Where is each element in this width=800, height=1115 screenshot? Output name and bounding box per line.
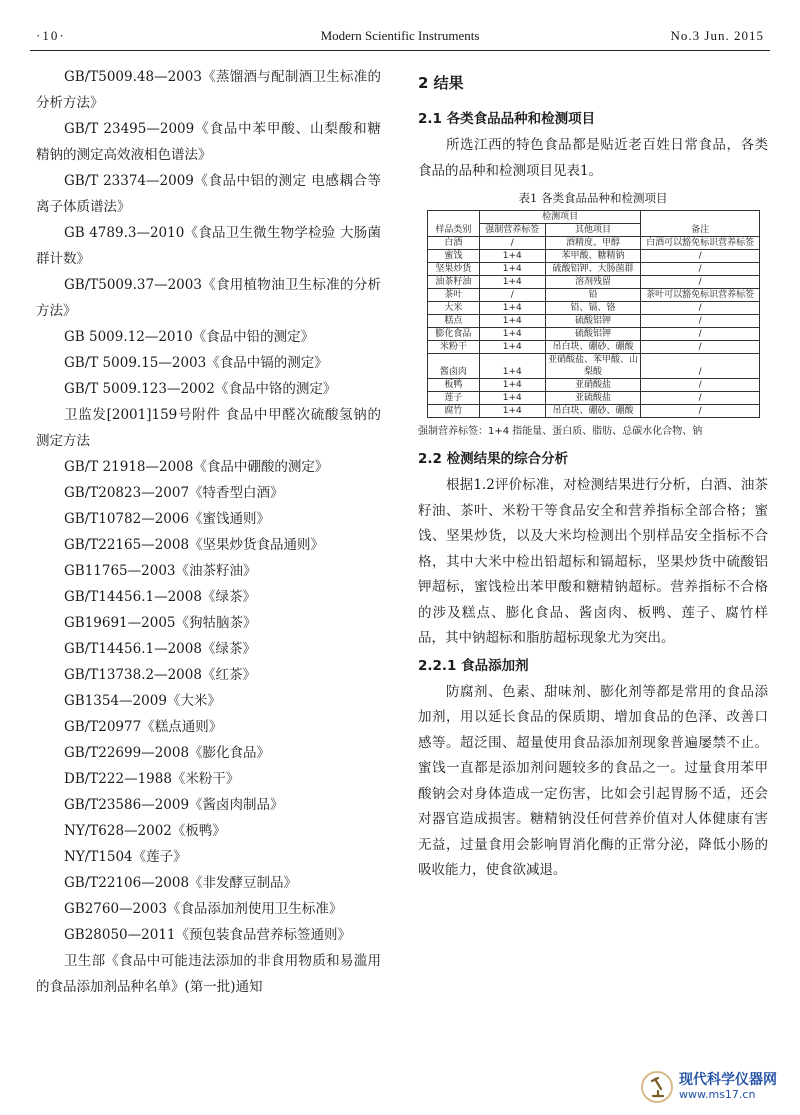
- reference-item: GB/T22106—2008《非发酵豆制品》: [64, 875, 298, 891]
- reference-item: GB/T10782—2006《蜜饯通则》: [64, 511, 271, 527]
- reference-item: 卫生部《食品中可能违法添加的非食用物质和易滥用的食品添加剂品种名单》(第一批)通知: [36, 953, 381, 995]
- table-cell-remarks: /: [641, 392, 760, 405]
- table-cell-category: 蜜饯: [428, 250, 480, 263]
- results-column: [418, 64, 768, 884]
- reference-item: GB11765—2003《油茶籽油》: [64, 563, 257, 579]
- section-2-2-1-heading: 2.2.1 食品添加剂: [418, 657, 529, 674]
- table-cell-remarks: 茶叶可以豁免标识营养标签: [641, 289, 760, 302]
- table-row: [428, 276, 760, 289]
- table-cell-remarks: /: [641, 263, 760, 276]
- table-cell-remarks: /: [641, 328, 760, 341]
- table-cell-other: 硫酸铝钾: [545, 328, 641, 341]
- table-cell-remarks: /: [641, 302, 760, 315]
- journal-name: Modern Scientific Instruments: [320, 28, 480, 43]
- reference-item: GB/T14456.1—2008《绿茶》: [64, 589, 256, 605]
- header-items: 检测项目: [479, 211, 641, 224]
- table-cell-other: 硫酸铝钾: [545, 315, 641, 328]
- table-row: [428, 379, 760, 392]
- table-cell-mandatory: 1+4: [479, 341, 545, 354]
- table-cell-category: 腐竹: [428, 405, 480, 418]
- reference-item: GB/T13738.2—2008《红茶》: [64, 667, 256, 683]
- reference-item: GB28050—2011《预包装食品营养标签通则》: [64, 927, 352, 943]
- watermark-url: www.ms17.cn: [679, 1088, 756, 1101]
- reference-item: GB/T14456.1—2008《绿茶》: [64, 641, 256, 657]
- table-cell-other: 铅: [545, 289, 641, 302]
- reference-item: GB/T20977《糕点通则》: [64, 719, 223, 735]
- microscope-logo-icon: [639, 1069, 675, 1105]
- table-row: [428, 328, 760, 341]
- table-cell-mandatory: 1+4: [479, 250, 545, 263]
- header-mandatory: 强制营养标签: [479, 224, 545, 237]
- table-row: [428, 354, 760, 379]
- table-cell-remarks: /: [641, 354, 760, 379]
- reference-item: GB/T23586—2009《酱卤肉制品》: [64, 797, 284, 813]
- table-cell-mandatory: 1+4: [479, 263, 545, 276]
- table-cell-remarks: /: [641, 405, 760, 418]
- table-cell-other: 酒精度、甲醇: [545, 237, 641, 250]
- reference-item: GB/T 23495—2009《食品中苯甲酸、山梨酸和糖精钠的测定高效液相色谱法》: [36, 121, 381, 163]
- table-cell-mandatory: 1+4: [479, 302, 545, 315]
- table-cell-other: 亚硝酸盐: [545, 379, 641, 392]
- header-other: 其他项目: [545, 224, 641, 237]
- reference-item: NY/T628—2002《板鸭》: [64, 823, 226, 839]
- reference-item: GB19691—2005《狗牯脑茶》: [64, 615, 257, 631]
- running-header: [30, 22, 770, 51]
- table-row: [428, 250, 760, 263]
- table-cell-category: 油茶籽油: [428, 276, 480, 289]
- reference-item: 卫监发[2001]159号附件 食品中甲醛次硫酸氢钠的测定方法: [36, 407, 381, 449]
- table-cell-category: 膨化食品: [428, 328, 480, 341]
- table-cell-remarks: /: [641, 250, 760, 263]
- table-header-row: [428, 211, 760, 224]
- issue-info: No.3 Jun. 2015: [670, 28, 764, 43]
- table-cell-mandatory: 1+4: [479, 392, 545, 405]
- table-cell-other: 吊白块、硼砂、硼酸: [545, 405, 641, 418]
- table-cell-other: 亚硫酸盐: [545, 392, 641, 405]
- reference-item: GB2760—2003《食品添加剂使用卫生标准》: [64, 901, 343, 917]
- table-row: [428, 315, 760, 328]
- table-cell-other: 苯甲酸、糖精钠: [545, 250, 641, 263]
- table-row: [428, 392, 760, 405]
- reference-list: [36, 64, 381, 1000]
- reference-item: DB/T222—1988《米粉干》: [64, 771, 240, 787]
- section-2-2-1-paragraph: 防腐剂、色素、甜味剂、膨化剂等都是常用的食品添加剂，用以延长食品的保质期、增加食品的色泽、改善口感等。超泛围、超量使用食品添加剂现象普遍屡禁不止。蜜饯一直都是添加剂问题较多的食品之一。过量食用苯甲酸钠会对身体造成一定伤害，比如会引起胃肠不适，还会对器官造成损害。糖精钠没任何营养价值对人体健康有害无益，过量食用会影响胃消化酶的正常分泌，降低小肠的吸收能力，使食欲减退。: [418, 683, 768, 878]
- table-cell-category: 板鸭: [428, 379, 480, 392]
- table-cell-mandatory: 1+4: [479, 276, 545, 289]
- reference-item: GB/T22165—2008《坚果炒货食品通则》: [64, 537, 325, 553]
- header-remarks: 备注: [641, 211, 760, 237]
- table-cell-other: 亚硝酸盐、苯甲酸、山梨酸: [545, 354, 641, 379]
- table-row: [428, 341, 760, 354]
- table-cell-category: 白酒: [428, 237, 480, 250]
- table-cell-mandatory: /: [479, 237, 545, 250]
- section-2-1-paragraph: 所选江西的特色食品都是贴近老百姓日常食品，各类食品的品种和检测项目见表1。: [418, 137, 768, 179]
- table-cell-category: 糕点: [428, 315, 480, 328]
- table-cell-other: 吊白块、硼砂、硼酸: [545, 341, 641, 354]
- table-cell-category: 莲子: [428, 392, 480, 405]
- table-row: [428, 237, 760, 250]
- table-cell-mandatory: /: [479, 289, 545, 302]
- table-cell-remarks: /: [641, 341, 760, 354]
- table-row: [428, 302, 760, 315]
- table-cell-category: 米粉干: [428, 341, 480, 354]
- reference-item: GB 4789.3—2010《食品卫生微生物学检验 大肠菌群计数》: [36, 225, 381, 267]
- table-cell-mandatory: 1+4: [479, 328, 545, 341]
- table-row: [428, 289, 760, 302]
- reference-item: GB/T 5009.15—2003《食品中镉的测定》: [64, 355, 328, 371]
- table-cell-category: 大米: [428, 302, 480, 315]
- table-note: 强制营养标签：1+4 指能量、蛋白质、脂肪、总碳水化合物、钠: [418, 426, 703, 437]
- table-cell-mandatory: 1+4: [479, 315, 545, 328]
- section-2-2-heading: 2.2 检测结果的综合分析: [418, 451, 569, 467]
- table-cell-category: 茶叶: [428, 289, 480, 302]
- table-cell-other: 铅、镉、铬: [545, 302, 641, 315]
- table-cell-other: 硫酸铝钾、大肠菌群: [545, 263, 641, 276]
- watermark-name: 现代科学仪器网: [679, 1072, 777, 1088]
- section-2-1-heading: 2.1 各类食品品种和检测项目: [418, 111, 596, 127]
- table-row: [428, 263, 760, 276]
- reference-item: GB1354—2009《大米》: [64, 693, 221, 709]
- table-cell-mandatory: 1+4: [479, 405, 545, 418]
- table-cell-remarks: 白酒可以豁免标识营养标签: [641, 237, 760, 250]
- reference-item: GB/T5009.48—2003《蒸馏酒与配制酒卫生标准的分析方法》: [36, 69, 381, 111]
- table-cell-mandatory: 1+4: [479, 379, 545, 392]
- reference-item: GB/T22699—2008《膨化食品》: [64, 745, 271, 761]
- table-row: [428, 405, 760, 418]
- table-cell-category: 坚果炒货: [428, 263, 480, 276]
- reference-item: GB/T 5009.123—2002《食品中铬的测定》: [64, 381, 337, 397]
- reference-item: GB/T 21918—2008《食品中硼酸的测定》: [64, 459, 329, 475]
- table-cell-remarks: /: [641, 276, 760, 289]
- section-2-2-paragraph: 根据1.2评价标准，对检测结果进行分析，白酒、油茶籽油、茶叶、米粉干等食品安全和营养指标全部合格；蜜饯、坚果炒货，以及大米均检测出个别样品安全指标不合格，其中大米中检出铅超标和镉超标，坚果炒货中硫酸铝钾超标，蜜饯检出苯甲酸和糖精钠超标。营养指标不合格的涉及糕点、膨化食品、酱卤肉、板鸭、莲子、腐竹样品，其中钠超标和脂肪超标现象尤为突出。: [418, 477, 768, 646]
- reference-item: GB 5009.12—2010《食品中铅的测定》: [64, 329, 315, 345]
- food-testing-table: [427, 210, 760, 418]
- reference-item: NY/T1504《莲子》: [64, 849, 187, 865]
- table-caption: 表1 各类食品品种和检测项目: [518, 191, 668, 205]
- table-cell-remarks: /: [641, 315, 760, 328]
- table-cell-remarks: /: [641, 379, 760, 392]
- table-cell-other: 溶剂残留: [545, 276, 641, 289]
- reference-item: GB/T5009.37—2003《食用植物油卫生标准的分析方法》: [36, 277, 381, 319]
- reference-item: GB/T 23374—2009《食品中铝的测定 电感耦合等离子体质谱法》: [36, 173, 381, 215]
- section-2-heading: 2 结果: [418, 74, 464, 92]
- table-cell-mandatory: 1+4: [479, 354, 545, 379]
- table-cell-category: 酱卤肉: [428, 354, 480, 379]
- header-category: 样品类别: [428, 211, 480, 237]
- site-watermark: [639, 1069, 784, 1105]
- page-number: ·10·: [36, 28, 66, 43]
- reference-item: GB/T20823—2007《特香型白酒》: [64, 485, 284, 501]
